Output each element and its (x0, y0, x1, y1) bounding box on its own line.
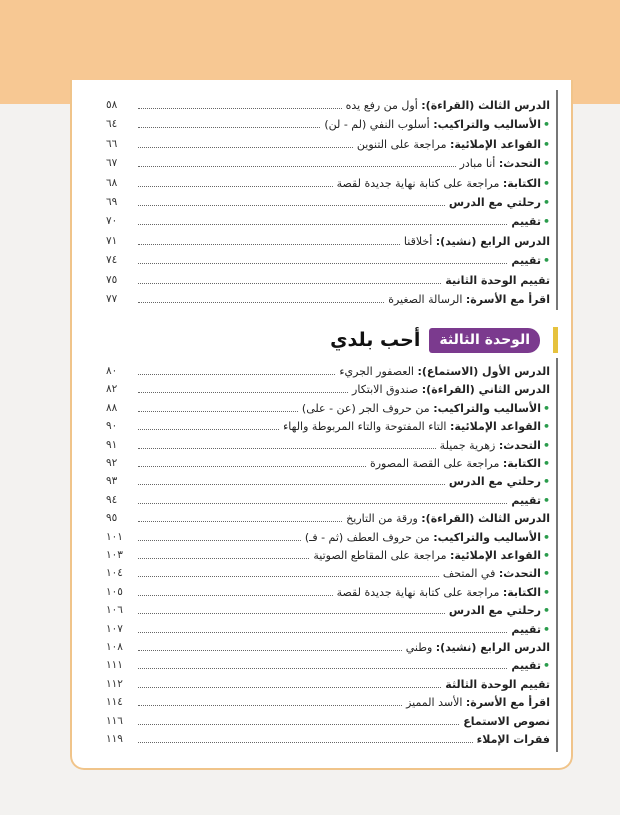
dot-leader (138, 540, 301, 541)
bullet-icon: • (542, 604, 550, 618)
bullet-icon: • (542, 137, 550, 151)
toc-entry-label: نصوص الاستماع (463, 714, 550, 728)
toc-entry-label: الكتابة: (502, 585, 541, 599)
toc-entry[interactable] (106, 133, 550, 152)
toc-entry[interactable] (106, 94, 550, 113)
toc-entry-text (511, 214, 550, 229)
dot-leader (138, 484, 445, 485)
toc-entry-title: مراجعة على القصة المصورة (369, 457, 503, 470)
toc-entry[interactable] (106, 489, 550, 508)
toc-entry-label: الدرس الرابع (نشيد): (435, 641, 550, 654)
bullet-icon: • (542, 585, 550, 599)
toc-entry-title: صندوق الابتكار (352, 383, 422, 397)
page-number: ١١١ (106, 659, 123, 672)
dot-leader (138, 521, 342, 522)
page-number: ١٠٦ (106, 604, 123, 617)
dot-leader (138, 595, 333, 596)
dot-leader (138, 127, 320, 128)
side-rule-bottom (556, 358, 558, 752)
page-number: ١٠٨ (106, 641, 123, 653)
page-number: ١١٦ (106, 714, 123, 727)
toc-entry[interactable] (106, 673, 550, 692)
toc-entry-title: مراجعة على كتابة نهاية جديدة لقصة (336, 176, 503, 190)
dot-leader (138, 392, 348, 393)
bullet-icon: • (542, 176, 550, 190)
toc-entry[interactable] (106, 507, 550, 526)
toc-entry-text (463, 714, 550, 729)
dot-leader (138, 244, 400, 245)
toc-entry-text (445, 273, 550, 288)
toc-entry-label: اقرأ مع الأسرة: (465, 696, 550, 710)
dot-leader (138, 558, 309, 559)
page-number: ٦٦ (106, 137, 118, 150)
dot-leader (138, 224, 507, 225)
page-number: ١٠٥ (106, 585, 123, 598)
side-rule-top (556, 90, 558, 310)
toc-entry-label: القواعد الإملائية: (449, 420, 541, 434)
page-number: ٨٠ (106, 365, 118, 377)
toc-entry[interactable] (106, 172, 550, 191)
dot-leader (138, 429, 279, 430)
toc-entry-label: الدرس الثاني (القراءة): (421, 383, 550, 397)
dot-leader (138, 705, 402, 706)
unit-badge: الوحدة الثالثة (429, 328, 540, 353)
toc-entry-label: الدرس الثالث (القراءة): (421, 512, 550, 526)
dot-leader (138, 724, 459, 725)
toc-entry-title: زهرية جميلة (439, 438, 499, 452)
page-number: ١١٩ (106, 733, 123, 745)
page-number: ٩٢ (106, 457, 118, 469)
toc-entry-title: أسلوب النفي (لم - لن) (324, 118, 434, 132)
bullet-icon: • (542, 549, 550, 562)
toc-entry[interactable] (106, 269, 550, 288)
toc-entry-text (449, 603, 550, 618)
toc-entry-label: تقييم (511, 622, 541, 636)
toc-entry-text (511, 658, 550, 673)
toc-entry-label: الكتابة: (502, 457, 541, 470)
bullet-icon: • (542, 659, 550, 673)
dot-leader (138, 448, 436, 449)
unit-title: أحب بلدي (330, 329, 421, 351)
toc-entry-text (440, 438, 550, 453)
toc-entry[interactable] (106, 691, 550, 710)
toc-entry[interactable] (106, 599, 550, 618)
bullet-icon: • (542, 118, 550, 132)
page-number: ١٠٣ (106, 549, 123, 561)
bullet-icon: • (542, 254, 550, 268)
page-number: ٦٤ (106, 118, 118, 131)
page-number: ٦٨ (106, 176, 118, 189)
toc-entry[interactable] (106, 618, 550, 637)
toc-entry-label: الأساليب والتراكيب: (433, 530, 541, 544)
toc-entry[interactable] (106, 526, 550, 545)
toc-entry-title: مراجعة على التنوين (356, 137, 450, 151)
dot-leader (138, 205, 445, 206)
dot-leader (138, 411, 298, 412)
toc-entry-text (370, 456, 550, 471)
bullet-icon: • (542, 493, 550, 507)
toc-entry-label: رحلتي مع الدرس (448, 604, 541, 618)
toc-entry-label: تقييم الوحدة الثانية (445, 273, 550, 287)
toc-entry[interactable] (106, 360, 550, 379)
page-number: ٧١ (106, 234, 118, 247)
page-number: ١٠٤ (106, 567, 123, 580)
toc-entry-label: القواعد الإملائية: (449, 137, 541, 151)
page-number: ٦٩ (106, 196, 118, 208)
toc-entry-text (346, 511, 550, 526)
toc-entry[interactable] (106, 378, 550, 397)
dot-leader (138, 687, 441, 688)
toc-entry-title: العصفور الجريء (339, 365, 418, 378)
toc-entry-text (337, 585, 550, 600)
toc-entry-text (313, 548, 550, 563)
toc-entry[interactable] (106, 470, 550, 489)
toc-entry-text (346, 98, 550, 113)
page-number: ٥٨ (106, 99, 118, 111)
bullet-icon: • (542, 475, 550, 489)
toc-entry-label: التحدث: (498, 157, 541, 171)
toc-entry-title: في المتحف (442, 567, 499, 581)
toc-entry-label: رحلتي مع الدرس (448, 196, 541, 209)
bullet-icon: • (542, 157, 550, 171)
toc-entry-title: التاء المفتوحة والتاء المربوطة والهاء (283, 420, 450, 434)
toc-entry-text (406, 640, 550, 655)
toc-entry[interactable] (106, 288, 550, 307)
toc-entry[interactable] (106, 152, 550, 171)
dot-leader (138, 147, 353, 148)
bullet-icon: • (542, 530, 550, 544)
page-number: ٧٠ (106, 215, 118, 228)
toc-entry-title: الأسد المميز (406, 696, 466, 710)
toc-entry-text (352, 382, 550, 397)
page-number: ٧٤ (106, 254, 118, 267)
toc-entry-text (339, 364, 550, 379)
toc-entry[interactable] (106, 230, 550, 249)
page-number: ٩٤ (106, 493, 118, 506)
toc-entry[interactable] (106, 415, 550, 434)
toc-entry[interactable] (106, 452, 550, 471)
toc-entry-title: أخلاقنا (403, 234, 436, 248)
page-number: ١١٤ (106, 696, 123, 709)
toc-entry-label: الكتابة: (502, 176, 541, 190)
toc-entry-text (404, 234, 550, 249)
dot-leader (138, 503, 507, 504)
toc-entry-label: التحدث: (498, 438, 541, 452)
toc-entry-label: رحلتي مع الدرس (448, 475, 541, 489)
bullet-icon: • (542, 401, 550, 415)
dot-leader (138, 742, 473, 743)
toc-entry-label: الأساليب والتراكيب: (433, 118, 541, 132)
dot-leader (138, 374, 335, 375)
toc-entry-label: التحدث: (498, 567, 541, 581)
toc-entry-text (302, 401, 550, 416)
toc-entry-label: فقرات الإملاء (476, 733, 550, 746)
unit-marker (553, 327, 558, 353)
bullet-icon: • (542, 438, 550, 452)
page-number: ٩٠ (106, 420, 118, 433)
unit-header (330, 326, 540, 354)
toc-entry[interactable] (106, 581, 550, 600)
toc-entry-title: ورقة من التاريخ (346, 512, 422, 526)
bullet-icon: • (542, 457, 550, 470)
toc-entry[interactable] (106, 654, 550, 673)
dot-leader (138, 186, 333, 187)
toc-entry-text (406, 695, 550, 710)
bullet-icon: • (542, 567, 550, 581)
toc-entry-label: تقييم (511, 215, 541, 229)
toc-entry-text (511, 253, 550, 268)
toc-entry-text (460, 156, 550, 171)
toc-entry-text (337, 176, 550, 191)
toc-entry-text (283, 419, 550, 434)
page-number: ٨٨ (106, 401, 118, 414)
page-number: ٧٥ (106, 273, 118, 286)
toc-entry-label: اقرأ مع الأسرة: (465, 293, 550, 306)
dot-leader (138, 668, 507, 669)
page-number: ٨٢ (106, 383, 118, 396)
dot-leader (138, 613, 445, 614)
toc-entry[interactable] (106, 728, 550, 747)
toc-entry-text (449, 195, 550, 210)
toc-entry-label: الدرس الثالث (القراءة): (421, 99, 550, 112)
dot-leader (138, 466, 366, 467)
toc-entry[interactable] (106, 249, 550, 268)
dot-leader (138, 283, 441, 284)
toc-entry[interactable] (106, 562, 550, 581)
toc-entry-text (443, 566, 550, 581)
toc-entry-title: من حروف الجر (عن - على) (301, 401, 434, 415)
page-number: ٧٧ (106, 293, 118, 305)
toc-entry-label: تقييم (511, 493, 541, 507)
dot-leader (138, 632, 507, 633)
toc-entry-label: الدرس الأول (الاستماع): (417, 365, 550, 378)
bullet-icon: • (542, 196, 550, 209)
bullet-icon: • (542, 215, 550, 229)
toc-entry-text (449, 474, 550, 489)
page-number: ٩١ (106, 438, 118, 451)
dot-leader (138, 302, 384, 303)
toc-entry-title: أنا مبادر (459, 157, 499, 171)
toc-entry-title: من حروف العطف (ثم - فـ) (304, 530, 434, 544)
toc-entry-text (511, 493, 550, 508)
toc-entry-text (511, 622, 550, 637)
toc-entry[interactable] (106, 544, 550, 563)
dot-leader (138, 108, 342, 109)
toc-entry-title: وطني (405, 641, 436, 654)
toc-entry-title: الرسالة الصغيرة (388, 293, 466, 306)
page-number: ٦٧ (106, 157, 118, 170)
toc-entry[interactable] (106, 113, 550, 132)
toc-entry-text (324, 117, 550, 132)
toc-entry-title: أول من رفع يده (345, 99, 422, 112)
toc-entry-title: مراجعة على كتابة نهاية جديدة لقصة (336, 585, 503, 599)
page-number: ١١٢ (106, 677, 123, 690)
page-number: ٩٣ (106, 475, 118, 488)
page-number: ١٠١ (106, 530, 123, 543)
toc-entry[interactable] (106, 710, 550, 729)
toc-entry-label: تقييم (511, 254, 541, 268)
bullet-icon: • (542, 622, 550, 636)
toc-entry-text (388, 292, 550, 307)
dot-leader (138, 576, 439, 577)
page-number: ٩٥ (106, 512, 118, 525)
toc-entry-label: تقييم الوحدة الثالثة (445, 677, 550, 691)
toc-entry[interactable] (106, 434, 550, 453)
toc-entry-label: تقييم (511, 659, 541, 673)
page-number: ١٠٧ (106, 622, 123, 635)
toc-entry[interactable] (106, 191, 550, 210)
toc-entry[interactable] (106, 397, 550, 416)
toc-entry-text (357, 137, 550, 152)
toc-entry-title: مراجعة على المقاطع الصوتية (313, 549, 450, 562)
toc-entry[interactable] (106, 636, 550, 655)
dot-leader (138, 263, 507, 264)
bullet-icon: • (542, 420, 550, 434)
toc-entry-text (477, 732, 550, 747)
dot-leader (138, 166, 456, 167)
dot-leader (138, 650, 402, 651)
toc-entry-label: الأساليب والتراكيب: (433, 401, 541, 415)
toc-entry-label: القواعد الإملائية: (449, 549, 541, 562)
toc-entry-text (445, 677, 550, 692)
toc-entry-text (305, 530, 550, 545)
toc-entry[interactable] (106, 210, 550, 229)
toc-entry-label: الدرس الرابع (نشيد): (435, 234, 550, 248)
